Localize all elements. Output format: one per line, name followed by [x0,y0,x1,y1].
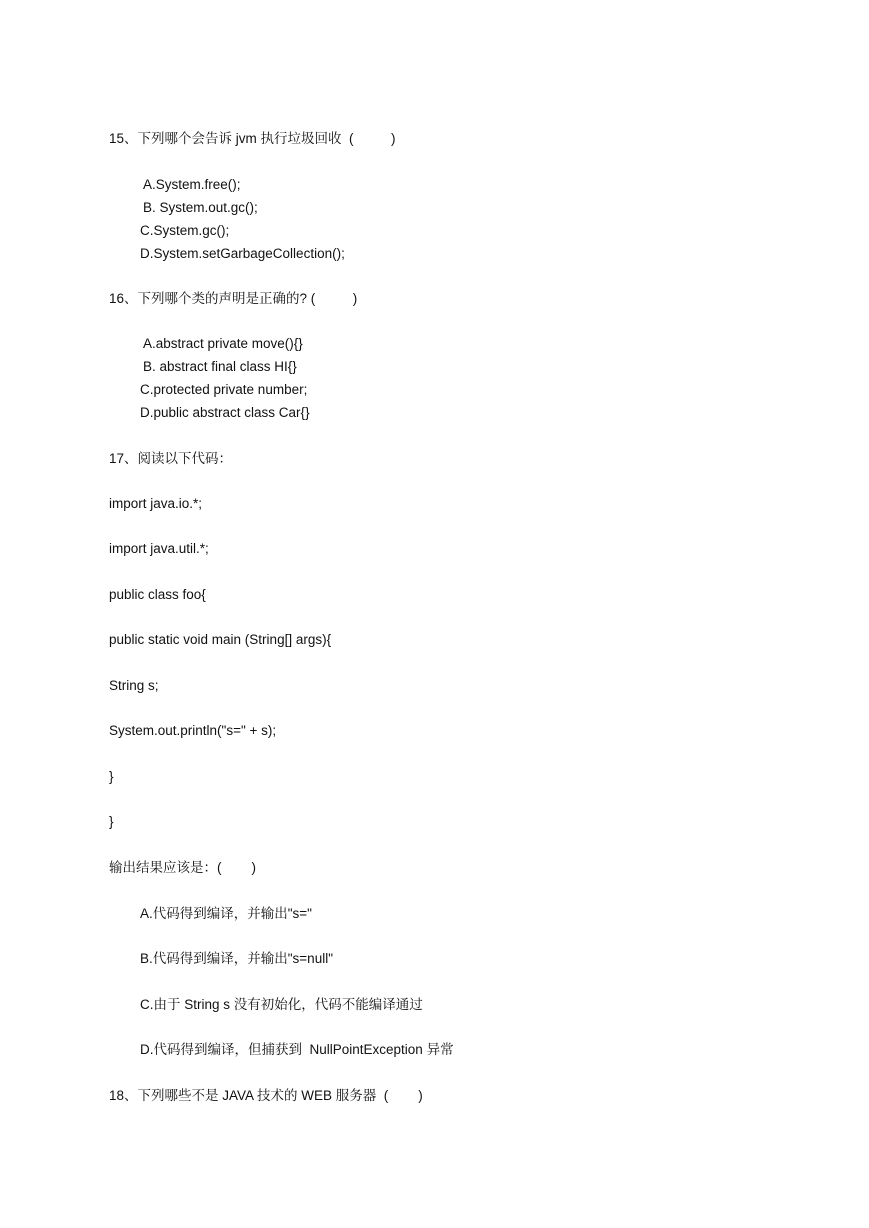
question-16-stem: 16、下列哪个类的声明是正确的? ( ) [109,291,358,306]
code-line: import java.io.*; [109,496,203,511]
question-15-option-c: C.System.gc(); [140,223,230,238]
code-line: } [109,814,114,829]
question-17-prompt: 输出结果应该是：( ) [109,860,256,875]
question-16-option-d: D.public abstract class Car{} [140,405,310,420]
question-16-option-a: A.abstract private move(){} [143,336,303,351]
code-line: import java.util.*; [109,541,209,556]
code-line: String s; [109,678,159,693]
code-line: public static void main (String[] args){ [109,632,332,647]
question-17-option-d: D.代码得到编译，但捕获到 NullPointException 异常 [140,1042,454,1057]
question-16-option-b: B. abstract final class HI{} [143,359,297,374]
question-16-option-c: C.protected private number; [140,382,308,397]
question-15-option-a: A.System.free(); [143,177,241,192]
question-17-option-b: B.代码得到编译，并输出"s=null" [140,951,333,966]
question-15-option-d: D.System.setGarbageCollection(); [140,246,345,261]
code-line: } [109,769,114,784]
question-17-option-c: C.由于 String s 没有初始化，代码不能编译通过 [140,997,423,1012]
question-17-stem: 17、阅读以下代码： [109,451,233,466]
question-17-option-a: A.代码得到编译，并输出"s=" [140,906,312,921]
code-line: public class foo{ [109,587,206,602]
code-line: System.out.println("s=" + s); [109,723,277,738]
question-15-option-b: B. System.out.gc(); [143,200,258,215]
question-18-stem: 18、下列哪些不是 JAVA 技术的 WEB 服务器 ( ) [109,1088,423,1103]
question-15-stem: 15、下列哪个会告诉 jvm 执行垃圾回收 ( ) [109,131,396,146]
